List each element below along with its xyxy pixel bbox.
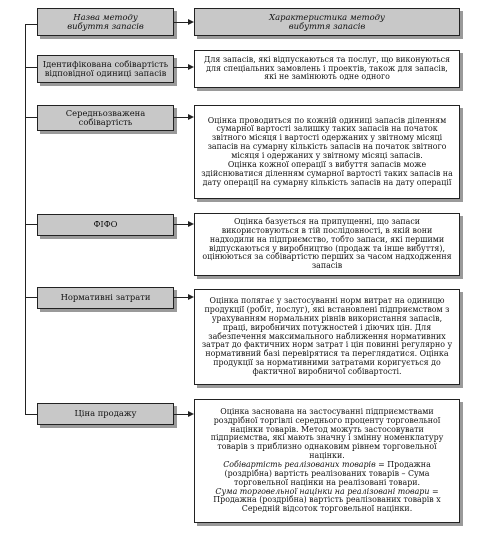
header-characteristic-line2: вибуття запасів bbox=[288, 21, 366, 31]
arrow-line-5 bbox=[174, 414, 188, 415]
spine-connector-3 bbox=[25, 224, 37, 225]
arrow-line-2 bbox=[174, 117, 188, 118]
method-description-3: Оцінка базується на припущенні, що запаси використовуються в тій послідовності, в якій вони надходили на підприємство, тобто запаси, які першими відпускаються у виробництво (продаж та інше вибуття), оцінюються за собівартістю перших за часом надходження запасів bbox=[202, 216, 452, 271]
method-name-5: Ціна продажу bbox=[74, 408, 137, 419]
spine-connector-header bbox=[25, 24, 37, 25]
method-description-2-para2: Оцінка кожної операції з вибуття запасів може здійснюватися діленням сумарної вартості таких запасів на дату операції на сумарну кількість запасів на дату операції bbox=[201, 159, 453, 187]
formula-1 bbox=[201, 461, 453, 488]
formula-2 bbox=[201, 488, 453, 515]
formula-2-rest: = Продажна (роздрібна) вартість реалізованих товарів х Середній відсоток торговельної націнки. bbox=[213, 486, 441, 514]
formula-2-label: Сума торговельної націнки на реалізовані товари bbox=[215, 486, 430, 496]
method-name-box-2 bbox=[37, 105, 174, 131]
method-description-box-2 bbox=[194, 105, 460, 199]
spine-connector-4 bbox=[25, 297, 37, 298]
method-name-box-4 bbox=[37, 287, 174, 309]
header-method-name-line2: вибуття запасів bbox=[67, 21, 144, 31]
method-name-4: Нормативні затрати bbox=[60, 292, 151, 303]
arrow-line-4 bbox=[174, 297, 188, 298]
header-characteristic-line1: Характеристика методу bbox=[269, 11, 385, 22]
spine-connector-2 bbox=[25, 117, 37, 118]
formula-1-label: Собівартість реалізованих товарів bbox=[223, 460, 376, 469]
arrow-line-3 bbox=[174, 224, 188, 225]
method-description-5: Оцінка заснована на застосуванні підприємствами роздрібної торгівлі середнього проценту торговельної націнки товарів. Метод можуть застосовувати підприємства, які мають значну і змінну номенклатуру товарів з приблизно однаковим рівнем торговельної націнки. bbox=[210, 406, 444, 461]
method-name-box-3 bbox=[37, 214, 174, 236]
method-name-box-1 bbox=[37, 55, 174, 83]
method-name-3: ФІФО bbox=[93, 219, 118, 230]
method-description-box-3 bbox=[194, 213, 460, 276]
method-description-box-4 bbox=[194, 289, 460, 385]
spine-connector-5 bbox=[25, 414, 37, 415]
method-name-1-line2: відповідної одиниці запасів bbox=[44, 68, 167, 78]
header-method-characteristic bbox=[194, 8, 460, 36]
formula-1-rest: = Продажна (роздрібна) вартість реалізованих товарів – Сума торговельної націнки на реалізовані товари. bbox=[224, 460, 431, 487]
header-method-name-line1: Назва методу bbox=[73, 11, 138, 22]
arrow-line-header bbox=[174, 22, 188, 23]
method-name-2: Середньозважена собівартість bbox=[65, 107, 146, 127]
method-description-1: Для запасів, які відпускаються та послуг, що виконуються для спеціальних замовлень і проектів, також для запасів, які не замінюють одне одного bbox=[203, 54, 451, 82]
method-description-box-1 bbox=[194, 50, 460, 88]
method-name-1-line1: Ідентифікована собівартість bbox=[42, 58, 169, 69]
spine-line bbox=[25, 24, 26, 414]
method-description-4: Оцінка полягає у застосуванні норм витрат на одиницю продукції (робіт, послуг), які встановлені підприємством з урахуванням нормальних рівнів використання запасів, праці, виробничих потужностей і діючих цін. Для забезпечення максимального наближення нормативних затрат до фактичних норм затрат і цін повинні регулярно у нормативний базі перевірятися та переглядатися. Оцінка продукції за нормативними затратами коригується до фактичної виробничої собівартості. bbox=[201, 296, 453, 376]
spine-connector-1 bbox=[25, 67, 37, 68]
header-method-name bbox=[37, 8, 174, 36]
method-description-box-5 bbox=[194, 399, 460, 523]
method-name-box-5 bbox=[37, 403, 174, 425]
arrow-head-header bbox=[188, 19, 194, 25]
arrow-line-1 bbox=[174, 67, 188, 68]
method-description-2-para1: Оцінка проводиться по кожній одиниці запасів діленням сумарної вартості залишку таких запасів на початок звітного місяця і вартості одержаних у звітному місяці запасів на сумарну кількість запасів на початок звітного місяця і одержаних у звітному місяці запасів. bbox=[207, 115, 447, 160]
